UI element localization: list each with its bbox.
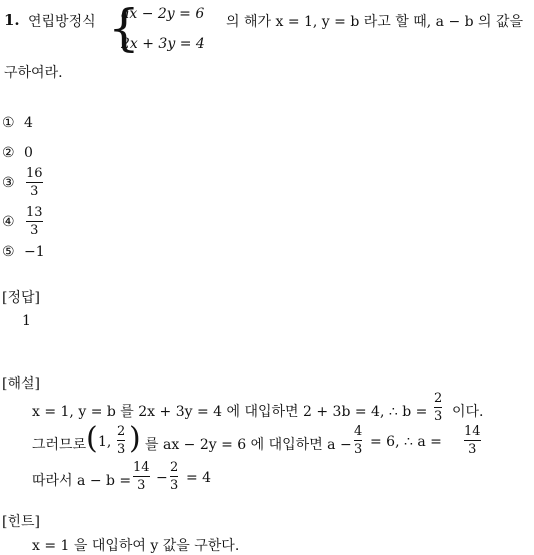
choice-1-mark[interactable]: ① bbox=[2, 115, 15, 131]
fraction-denominator: 3 bbox=[137, 478, 146, 493]
equation-2: 2x + 3y = 4 bbox=[121, 36, 205, 52]
choice-5-mark[interactable]: ⑤ bbox=[2, 244, 15, 260]
hint-text: x = 1 을 대입하여 y 값을 구한다. bbox=[32, 538, 240, 554]
fraction-numerator: 14 bbox=[133, 460, 150, 475]
explanation-line2-fraction-2 bbox=[464, 424, 481, 457]
choice-3-fraction bbox=[26, 166, 43, 199]
explanation-line3-start: 따라서 a − b = bbox=[32, 473, 132, 489]
choice-3-mark[interactable]: ③ bbox=[2, 175, 15, 191]
explanation-line1: x = 1, y = b 를 2x + 3y = 4 에 대입하면 2 + 3b = 4, ∴ b = bbox=[32, 404, 428, 420]
explanation-line2-start: 그러므로 bbox=[32, 437, 87, 453]
choice-3-denominator: 3 bbox=[30, 184, 39, 199]
explanation-line3-fraction-1 bbox=[133, 460, 150, 493]
answer-value: 1 bbox=[22, 313, 31, 329]
fraction-denominator: 3 bbox=[468, 442, 477, 457]
fraction-denominator: 3 bbox=[170, 478, 179, 493]
left-paren: ( bbox=[86, 421, 98, 456]
choice-4-denominator: 3 bbox=[30, 223, 39, 238]
fraction-denominator: 3 bbox=[354, 442, 363, 457]
choice-4-numerator: 13 bbox=[26, 205, 43, 220]
system-brace: { bbox=[108, 0, 140, 57]
explanation-line1-end: 이다. bbox=[452, 404, 484, 420]
problem-tail: 의 해가 x = 1, y = b 라고 할 때, a − b 의 값을 bbox=[226, 14, 524, 30]
explanation-line3-fraction-2 bbox=[170, 460, 178, 493]
fraction-numerator: 14 bbox=[464, 424, 481, 439]
explanation-line2-end: = 6, ∴ a = bbox=[370, 434, 442, 450]
fraction-numerator: 2 bbox=[170, 460, 179, 475]
right-paren: ) bbox=[129, 421, 141, 456]
choice-3-numerator: 16 bbox=[26, 166, 43, 181]
hint-label: [힌트] bbox=[2, 514, 40, 530]
explanation-line1-fraction bbox=[434, 391, 442, 424]
fraction-numerator: 2 bbox=[117, 424, 126, 439]
choice-4-mark[interactable]: ④ bbox=[2, 214, 15, 230]
explanation-line2-fraction-1 bbox=[354, 424, 362, 457]
point-y-fraction bbox=[117, 424, 125, 457]
problem-number: 1. bbox=[4, 11, 20, 29]
choice-2-text: 0 bbox=[24, 145, 33, 161]
fraction-denominator: 3 bbox=[434, 409, 443, 424]
problem-lead: 연립방정식 bbox=[28, 14, 96, 30]
explanation-label: [해설] bbox=[2, 376, 40, 392]
explanation-line2-mid: 를 ax − 2y = 6 에 대입하면 a − bbox=[145, 437, 352, 453]
explanation-line3-end: = 4 bbox=[186, 470, 212, 486]
problem-continuation: 구하여라. bbox=[4, 65, 63, 81]
choice-5-text: −1 bbox=[24, 244, 45, 260]
choice-1-text: 4 bbox=[24, 115, 33, 131]
fraction-numerator: 2 bbox=[434, 391, 443, 406]
fraction-denominator: 3 bbox=[117, 442, 126, 457]
point-x: 1, bbox=[98, 434, 112, 450]
choice-4-fraction bbox=[26, 205, 43, 238]
answer-label: [정답] bbox=[2, 290, 40, 306]
fraction-numerator: 4 bbox=[354, 424, 363, 439]
equation-1: ax − 2y = 6 bbox=[121, 6, 205, 22]
choice-2-mark[interactable]: ② bbox=[2, 145, 15, 161]
minus-sign: − bbox=[156, 470, 168, 486]
